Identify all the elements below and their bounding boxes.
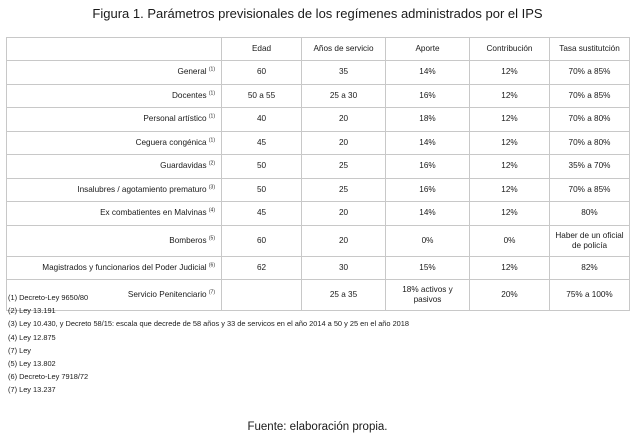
cell-edad: 62 [222,256,302,280]
cell-tasa: 70% a 85% [550,84,630,108]
cell-edad: 60 [222,225,302,256]
cell-contribucion: 12% [470,155,550,179]
cell-aporte: 14% [386,131,470,155]
cell-aporte: 18% [386,108,470,132]
row-label: Ceguera congénica $^{(1)}$ [7,131,222,155]
row-label: Servicio Penitenciario $^{(7)}$ [7,280,222,311]
footnotes [8,291,409,397]
row-label: General $^{(1)}$ [7,61,222,85]
cell-anios: 30 [302,256,386,280]
row-label: Ex combatientes en Malvinas $^{(4)}$ [7,202,222,226]
cell-aporte: 14% [386,202,470,226]
table-row [7,155,630,179]
table-row [7,256,630,280]
cell-tasa: 70% a 85% [550,178,630,202]
cell-anios: 25 a 30 [302,84,386,108]
cell-anios: 20 [302,202,386,226]
row-label: Docentes $^{(1)}$ [7,84,222,108]
header-cell: Tasa sustitutción [550,38,630,61]
cell-aporte: 16% [386,155,470,179]
cell-anios: 25 [302,155,386,179]
cell-edad: 50 a 55 [222,84,302,108]
footnote: (7) Ley [8,345,32,355]
cell-anios: 20 [302,108,386,132]
header-cell: Aporte [386,38,470,61]
row-label: Guardavidas $^{(2)}$ [7,155,222,179]
table-row [7,84,630,108]
cell-tasa: 80% [550,202,630,226]
cell-tasa: 70% a 85% [550,61,630,85]
cell-aporte: 18% activos y pasivos [386,280,470,311]
header-cell [7,38,222,61]
header-cell: Años de servicio [302,38,386,61]
cell-contribucion: 12% [470,131,550,155]
header-cell: Contribución [470,38,550,61]
cell-edad: 45 [222,131,302,155]
header-cell: Edad [222,38,302,61]
cell-aporte: 16% [386,84,470,108]
parameters-table [6,37,630,311]
cell-contribucion: 12% [470,61,550,85]
cell-contribucion: 12% [470,84,550,108]
cell-anios: 20 [302,225,386,256]
row-label: Magistrados y funcionarios del Poder Judicial $^{(6)}$ [7,256,222,280]
row-label: Bomberos $^{(5)}$ [7,225,222,256]
row-label: Personal artístico $^{(1)}$ [7,108,222,132]
table-row [7,131,630,155]
cell-anios: 35 [302,61,386,85]
cell-tasa: 82% [550,256,630,280]
footnote: (4) Ley 12.875 [8,332,56,342]
footnote: (1) Decreto-Ley 9650/80 [8,293,89,302]
table-row [7,202,630,226]
source-footer: Fuente: elaboración propia. [247,421,388,433]
cell-anios: 20 [302,131,386,155]
cell-anios: 25 [302,178,386,202]
footnote: (3) Ley 10.430, y Decreto 58/15: escala que decrede de 58 años y 33 de servicos en el año 2014 a 50 y 25 en el año 2018 [8,319,410,329]
cell-aporte: 15% [386,256,470,280]
footnote: (6) Decreto-Ley 7918/72 [8,372,89,382]
cell-tasa: 70% a 80% [550,131,630,155]
cell-edad: 50 [222,178,302,202]
row-label: Insalubres / agotamiento prematuro $^{(3)}$ [7,178,222,202]
cell-tasa: 75% a 100% [550,280,630,311]
cell-contribucion: 12% [470,178,550,202]
table-row [7,61,630,85]
footnote: (2) Ley 13.191 [8,306,56,316]
table-header-row [7,38,630,61]
table-row [7,108,630,132]
cell-tasa: Haber de un oficial de policía [550,225,630,256]
cell-tasa: 70% a 80% [550,108,630,132]
cell-anios: 25 a 35 [302,280,386,311]
table-row [7,225,630,256]
figure-title: Figura 1. Parámetros previsionales de los regímenes administrados por el IPS [92,6,543,21]
cell-edad: 50 [222,155,302,179]
cell-contribucion: 12% [470,256,550,280]
footnote: (7) Ley 13.237 [8,385,56,395]
cell-aporte: 16% [386,178,470,202]
cell-contribucion: 12% [470,202,550,226]
cell-edad: 60 [222,61,302,85]
cell-contribucion: 12% [470,108,550,132]
cell-contribucion: 0% [470,225,550,256]
table-row [7,178,630,202]
cell-aporte: 14% [386,61,470,85]
cell-edad: 45 [222,202,302,226]
cell-aporte: 0% [386,225,470,256]
cell-tasa: 35% a 70% [550,155,630,179]
cell-edad: 40 [222,108,302,132]
footnote: (5) Ley 13.802 [8,359,56,369]
cell-contribucion: 20% [470,280,550,311]
